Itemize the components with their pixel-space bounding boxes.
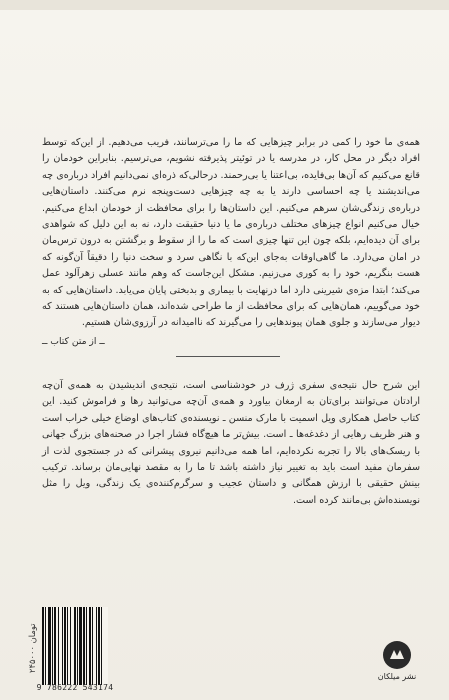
- divider-line: [176, 356, 280, 357]
- barcode-area: [24, 607, 114, 695]
- barcode-bar: [102, 607, 104, 685]
- price-label: ۲۴۵۰۰۰ تومان: [27, 623, 37, 673]
- publisher-logo: [371, 640, 423, 690]
- excerpt-source: ــ از متن کتاب ــ: [42, 335, 105, 347]
- publisher-logo-icon: [382, 640, 412, 670]
- publisher-name: نشر میلکان: [377, 672, 417, 681]
- description-paragraph: این شرح حال نتیجه‌ی سفری ژرف در خودشناسی است، نتیجه‌ی اندیشیدن به همه‌ی آن‌چه ارادتان می‌توانند برای‌تان به ارمغان بیاورد و همه‌ی آن‌چه می‌توانید رها و فراموش کنید. این کتاب حاصل همکاری ویل اسمیت با مارک منسن ـ نویسنده‌ی کتاب‌های اوضاع خیلی خراب است و هنر ظریف رهایی از دغدغه‌ها ـ است. بیش‌تر ما هیچ‌گاه فشار اجرا در صحنه‌های بزرگ جهانی با ریسک‌های بالا را تجربه نکرده‌ایم، اما همه می‌دانیم نیروی پیشرانی که در جستجوی لذت از سفرمان مفید است باید به تغییر نیاز داشته باشد تا ما را به مقصد نهایی‌مان برساند. ترکیب بینش حقیقی با ارزش همگانی و داستان عجیب و سرگرم‌کننده‌ی یک زندگی، ویل را مثل نویسنده‌اش بی‌مانند کرده است.: [42, 380, 420, 506]
- barcode-image: [42, 607, 108, 685]
- excerpt-paragraph: همه‌ی ما خود را کمی در برابر چیزهایی که ما را می‌ترسانند، فریب می‌دهیم. از این‌که توسط افراد دیگر در محل کار، در مدرسه یا در توئیتر پذیرفته نشویم، می‌ترسیم. بنابراین خودمان را قانع می‌کنیم که آن‌ها بی‌فایده، بی‌اعتنا یا بی‌رحمند. درحالی‌که ذره‌ای نمی‌دانیم افراد درباره‌ی چه می‌اندیشند یا چه احساسی دارند یا به چه چیزهایی دست‌وپنجه نرم می‌کنند. داستان‌هایی درباره‌ی زندگی‌شان سرهم می‌کنیم. این داستان‌ها را برای محافظت از خودمان ابداع می‌کنیم. خیال می‌کنیم انواع چیزهای مختلف درباره‌ی ما یا دنیا حقیقت دارد، نه به این دلیل که شواهدی برای آن دیده‌ایم، بلکه چون این تنها چیزی است که ما را از سقوط و برگشتن به درون ترس‌مان در امان می‌دارد. ما گاهی‌اوقات به‌جای این‌که با نگاهی سرد و سخت دنیا را دقیقاً آن‌گونه که هست بنگریم، خود را به کوری می‌زنیم. مشکل این‌جاست که وهم مانند عسلی زهرآلود عمل می‌کند؛ ابتدا مزه‌ی شیرینی دارد اما درنهایت با بیماری و بدبختی پایان می‌یابد. داستان‌هایی که به خود می‌گوییم، همان‌هایی که برای محافظت از ما طراحی شده‌اند، همان داستان‌هایی هستند که دیوار می‌سازند و جلوی همان پیوندهایی را می‌گیرند که ناامیدانه در آرزوی‌شان هستیم.: [42, 137, 420, 329]
- isbn-number: 9 786222 543174: [36, 683, 114, 692]
- excerpt-block: [42, 135, 420, 350]
- top-band: [0, 0, 449, 10]
- description-block: [42, 378, 420, 509]
